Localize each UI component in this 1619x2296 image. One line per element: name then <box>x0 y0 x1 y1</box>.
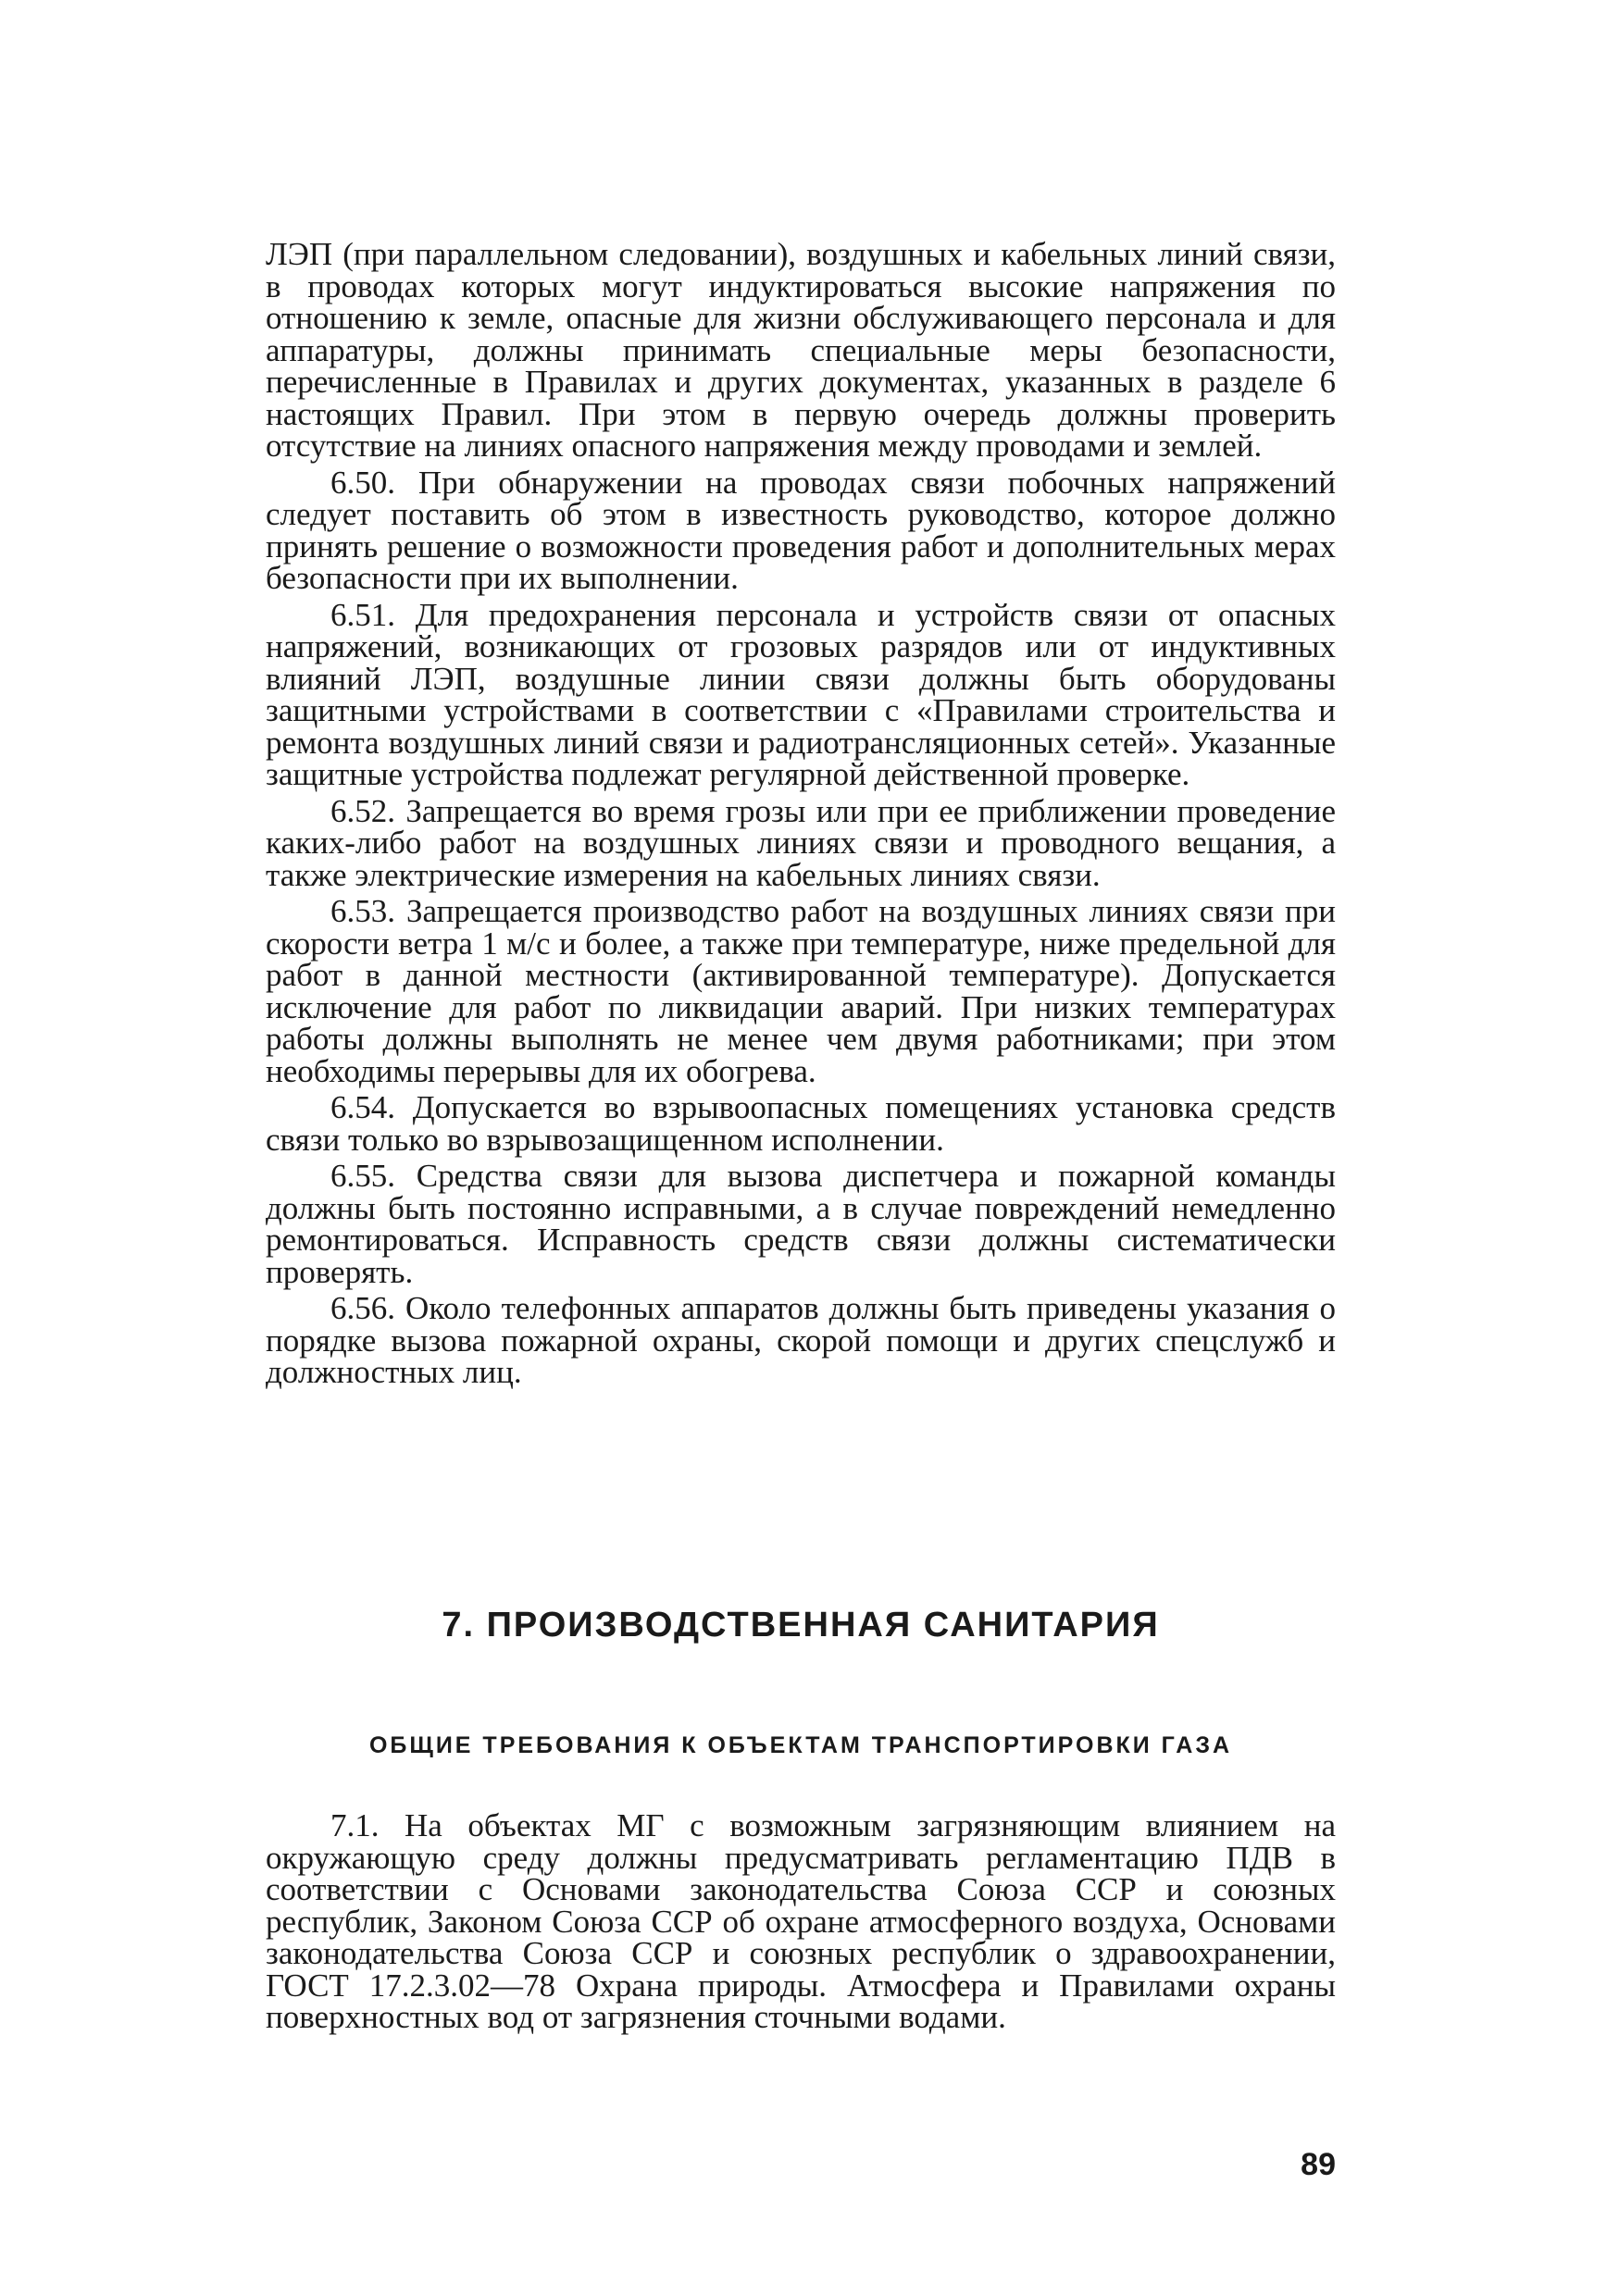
section-title: 7. ПРОИЗВОДСТВЕННАЯ САНИТАРИЯ <box>442 1606 1160 1644</box>
paragraph-6-54: 6.54. Допускается во взрывоопасных помещениях установка средств связи только во взрывозащищенном исполнении. <box>266 1089 1336 1158</box>
subsection-title: ОБЩИЕ ТРЕБОВАНИЯ К ОБЪЕКТАМ ТРАНСПОРТИРОВКИ ГАЗА <box>368 1732 1233 1758</box>
paragraph-6-53: 6.53. Запрещается производство работ на воздушных линиях связи при скорости ветра 1 м/с и более, а также при температуре, ниже предельной для работ в данной местности (активированной температуре). Допускается исключение для работ по ликвидации аварий. При низких температурах работы должны выполнять не менее чем двумя работниками; при этом необходимы перерывы для их обогрева. <box>266 893 1336 1089</box>
paragraph-6-50: 6.50. При обнаружении на проводах связи побочных напряжений следует поставить об этом в известность руководство, которое должно принять решение о возможности проведения работ и дополнительных мерах безопасности при их выполнении. <box>266 464 1336 596</box>
paragraph-7-1: 7.1. На объектах МГ с возможным загрязняющим влиянием на окружающую среду должны предусматривать регламентацию ПДВ в соответствии с Основами законодательства Союза ССР и союзных республик, Законом Союза ССР об охране атмосферного воздуха, Основами законодательства Союза ССР и союзных республик о здравоохранении, ГОСТ 17.2.3.02—78 Охрана природы. Атмосфера и Правилами охраны поверхностных вод от загрязнения сточными водами. <box>266 1807 1336 2035</box>
continuation-paragraph: ЛЭП (при параллельном следовании), воздушных и кабельных линий связи, в проводах которых могут индуктироваться высокие напряжения по отношению к земле, опасные для жизни обслуживающего персонала и для аппаратуры, должны принимать специальные меры безопасности, перечисленные в Правилах и других документах, указанных в разделе 6 настоящих Правил. При этом в первую очередь должны проверить отсутствие на линиях опасного напряжения между проводами и землей. <box>266 236 1336 464</box>
section-6-text <box>266 236 1336 1390</box>
paragraph-6-56: 6.56. Около телефонных аппаратов должны быть приведены указания о порядке вызова пожарной охраны, скорой помощи и других спецслужб и должностных лиц. <box>266 1290 1336 1390</box>
section-7-text <box>266 1807 1336 2035</box>
paragraph-6-52: 6.52. Запрещается во время грозы или при ее приближении проведение каких-либо работ на воздушных линиях связи и проводного вещания, а также электрические измерения на кабельных линиях связи. <box>266 792 1336 893</box>
paragraph-6-51: 6.51. Для предохранения персонала и устройств связи от опасных напряжений, возникающих от грозовых разрядов или от индуктивных влияний ЛЭП, воздушные линии связи должны быть оборудованы защитными устройствами в соответствии с «Правилами строительства и ремонта воздушных линий связи и радиотрансляционных сетей». Указанные защитные устройства подлежат регулярной действенной проверке. <box>266 596 1336 792</box>
paragraph-6-55: 6.55. Средства связи для вызова диспетчера и пожарной команды должны быть постоянно исправными, а в случае повреждений немедленно ремонтироваться. Исправность средств связи должны систематически проверять. <box>266 1158 1336 1290</box>
page-number: 89 <box>1301 2147 1336 2182</box>
